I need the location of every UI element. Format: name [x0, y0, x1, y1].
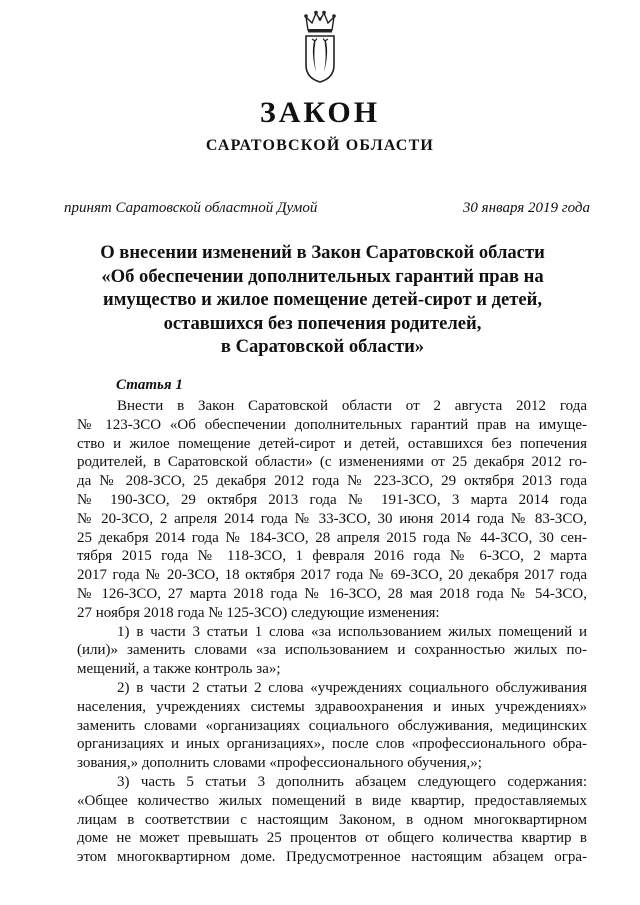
body-line: этом многоквартирном доме. Предусмотренное настоящим абзацем огра-: [77, 849, 587, 866]
body-line: родителей, в Саратовской области» (с изменениями от 25 декабря 2012 го-: [77, 454, 587, 471]
body-line: № 126-ЗСО, 27 марта 2018 года № 16-ЗСО, 28 мая 2018 года № 54-ЗСО,: [77, 585, 587, 602]
body-line: мещений, а также контроль за»;: [77, 661, 281, 678]
body-line: зования,» дополнить словами «профессионального обучения,»;: [77, 755, 482, 772]
heading-line: оставшихся без попечения родителей,: [163, 312, 482, 334]
body-line: организациях и иных организациях», после слов «профессионального обра-: [77, 736, 587, 753]
saratov-coat-of-arms-icon: [303, 10, 337, 84]
adoption-date: 30 января 2019 года: [462, 200, 590, 216]
body-line: доме не может превышать 25 процентов от общего количества квартир в: [77, 830, 587, 847]
heading-line: имущество и жилое помещение детей-сирот и детей,: [103, 289, 542, 310]
region-name: САРАТОВСКОЙ ОБЛАСТИ: [205, 137, 435, 154]
body-line: 3) часть 5 статьи 3 дополнить абзацем следующего содержания:: [117, 773, 587, 790]
body-line: 1) в части 3 статьи 1 слова «за использованием жилых помещений и: [117, 623, 587, 640]
body-line: 2) в части 2 статьи 2 слова «учреждениях социального обслуживания: [117, 679, 587, 696]
body-line: № 20-ЗСО, 2 апреля 2014 года № 33-ЗСО, 30 июня 2014 года № 83-ЗСО,: [77, 510, 587, 527]
body-line: 2017 года № 20-ЗСО, 18 октября 2017 года № 69-ЗСО, 20 декабря 2017 года: [77, 567, 587, 584]
body-line: «Общее количество жилых помещений в виде квартир, предоставляемых: [77, 792, 587, 809]
body-line: лицам в соответствии с настоящим Законом, в одном многоквартирном: [77, 811, 587, 828]
heading-line: «Об обеспечении дополнительных гарантий прав на: [101, 265, 544, 287]
body-line: да № 208-ЗСО, 25 декабря 2012 года № 223-ЗСО, 29 октября 2013 года: [77, 473, 587, 490]
body-line: № 123-ЗСО «Об обеспечении дополнительных гарантий прав на имуще-: [77, 416, 587, 433]
body-line: Внести в Закон Саратовской области от 2 августа 2012 года: [117, 398, 587, 414]
body-line: (или)» заменить словами «за использованием и сохранностью жилых по-: [77, 642, 587, 659]
law-heading: [60, 241, 585, 359]
adopted-by: принят Саратовской областной Думой: [64, 200, 318, 216]
heading-line: О внесении изменений в Закон Саратовской области: [100, 242, 545, 263]
body-line: заменить словами «организациях социального обслуживания, медицинских: [77, 717, 587, 734]
body-line: тября 2015 года № 118-ЗСО, 1 февраля 2016 года № 6-ЗСО, 2 марта: [77, 548, 587, 565]
article-title: Статья 1: [116, 377, 183, 393]
body-line: 25 декабря 2014 года № 184-ЗСО, 28 апреля 2015 года № 44-ЗСО, 30 сен-: [77, 529, 587, 546]
body-line: 27 ноября 2018 года № 125-ЗСО) следующие изменения:: [77, 604, 440, 621]
body-line: № 190-ЗСО, 29 октября 2013 года № 191-ЗСО, 3 марта 2014 года: [77, 491, 587, 508]
article-body: [77, 397, 587, 867]
heading-line: в Саратовской области»: [220, 336, 425, 357]
body-line: населения, учреждениях системы здравоохранения и иных учреждениях»: [77, 698, 587, 715]
body-line: ство и жилое помещение детей-сирот и детей, оставшихся без попечения: [77, 435, 587, 452]
law-title: ЗАКОН: [259, 96, 381, 129]
